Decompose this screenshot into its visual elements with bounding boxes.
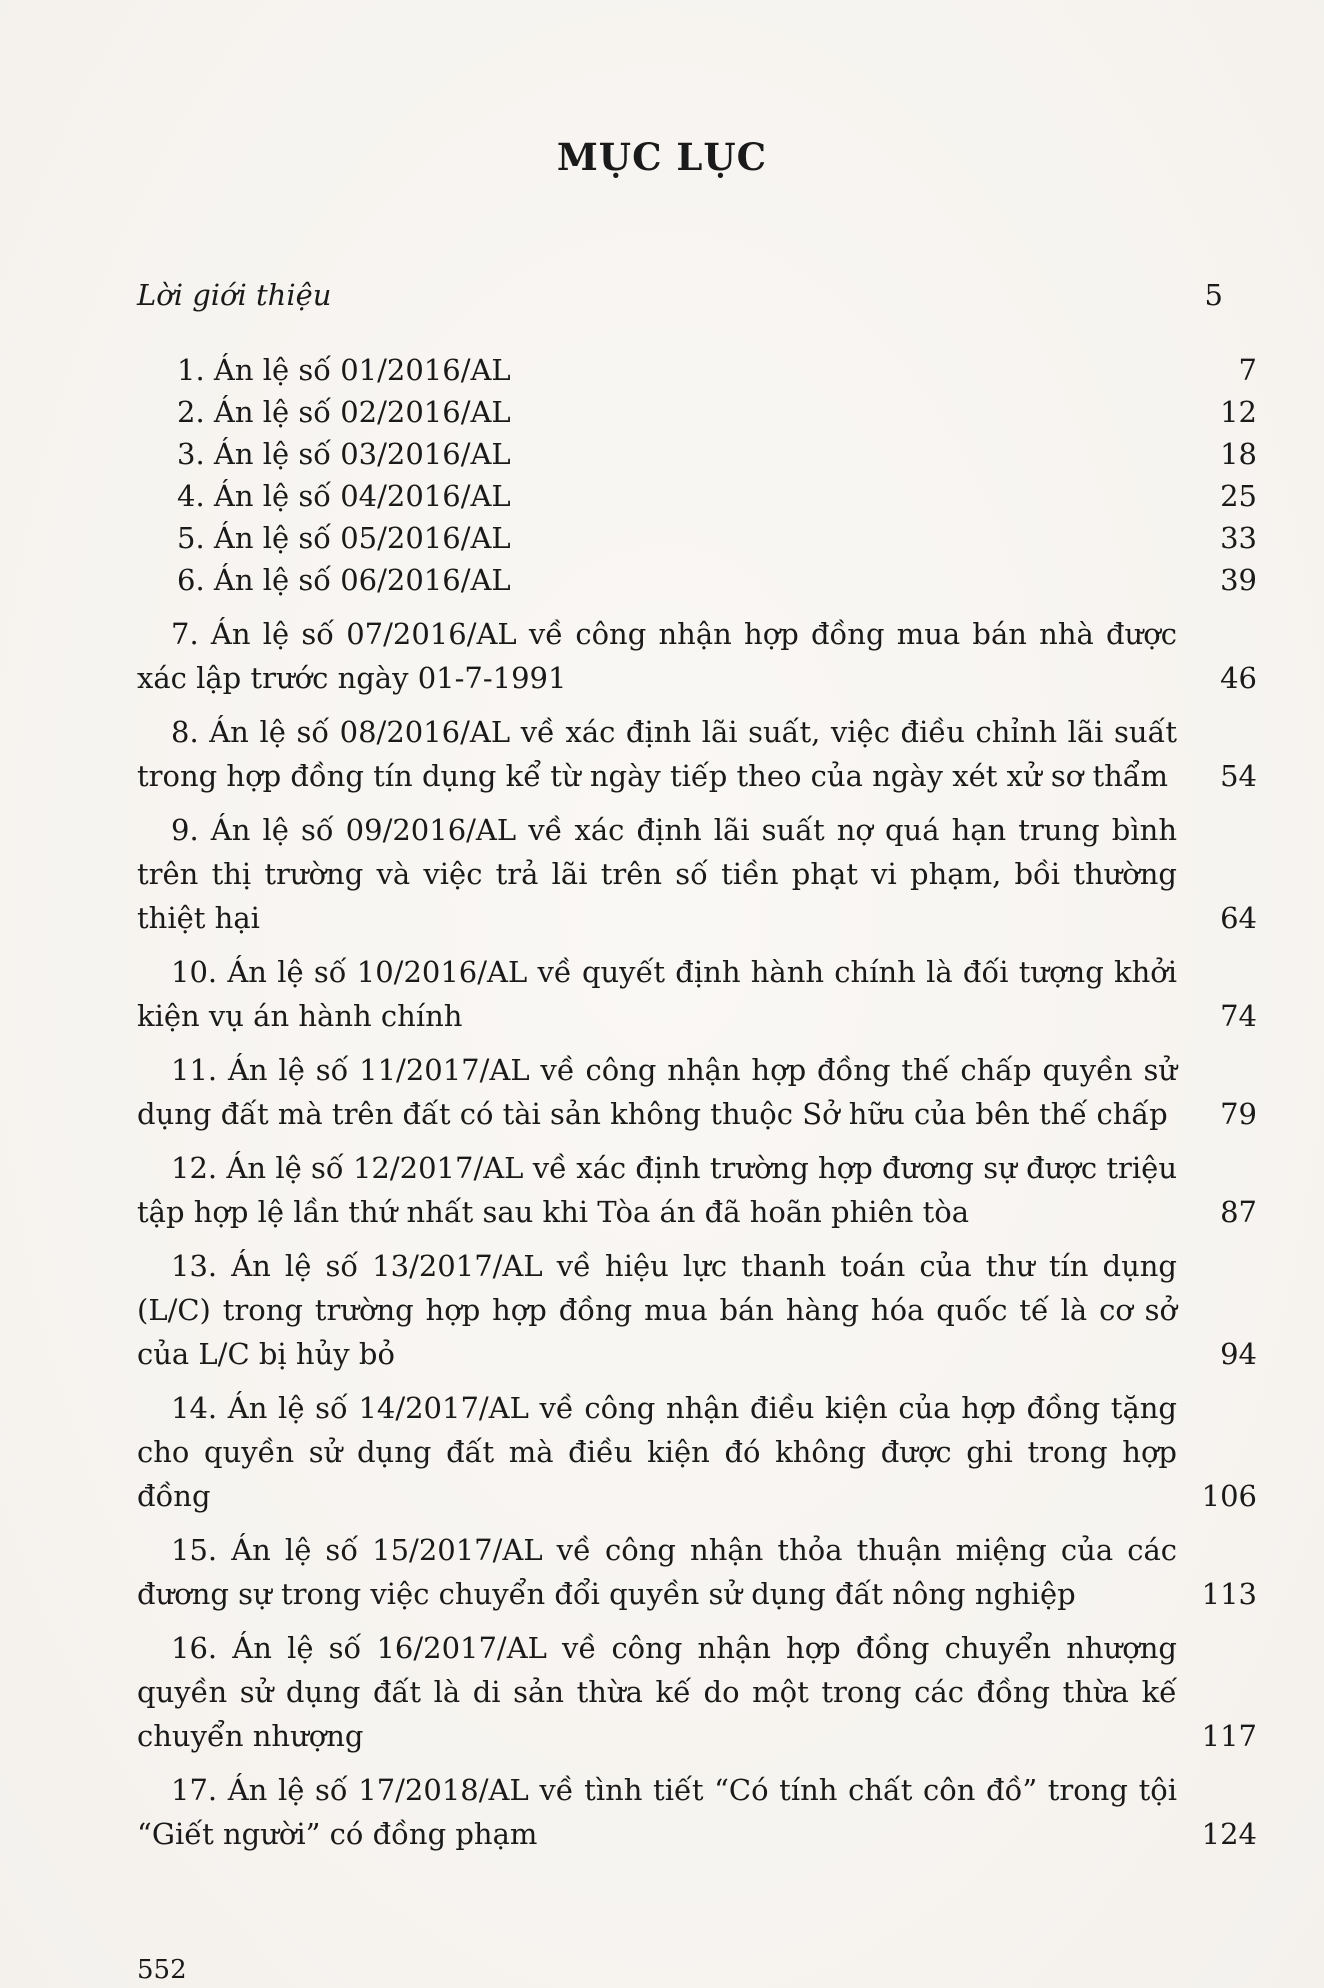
- toc-entry-page: 106: [1201, 1479, 1257, 1513]
- toc-entry-page: 39: [1220, 563, 1257, 597]
- toc-entry-page: 18: [1220, 437, 1257, 471]
- toc-intro: [137, 278, 1223, 312]
- toc-entry: [137, 390, 1257, 434]
- toc-entry-text: 7. Án lệ số 07/2016/AL về công nhận hợp đồng mua bán nhà được xác lập trước ngày 01-7-1991: [137, 617, 1177, 695]
- toc-entry-text: 10. Án lệ số 10/2016/AL về quyết định hành chính là đối tượng khởi kiện vụ án hành chính: [137, 955, 1177, 1033]
- toc-entry: [137, 710, 1257, 798]
- toc-entry: [137, 1528, 1257, 1616]
- toc-entry: [137, 432, 1257, 476]
- toc-entry-page: 87: [1220, 1195, 1257, 1229]
- toc-entry: [137, 1244, 1257, 1376]
- toc-entry: [137, 1386, 1257, 1518]
- toc-entry-page: 64: [1220, 901, 1257, 935]
- toc-entry-page: 46: [1220, 661, 1257, 695]
- toc-entry-text: 5. Án lệ số 05/2016/AL: [177, 521, 511, 555]
- toc-entry-page: 12: [1220, 395, 1257, 429]
- toc-intro-label: Lời giới thiệu: [137, 278, 332, 312]
- toc-entry-page: 113: [1201, 1577, 1257, 1611]
- toc-entry-text: 2. Án lệ số 02/2016/AL: [177, 395, 511, 429]
- toc-entry: [137, 474, 1257, 518]
- toc-entry: [137, 612, 1257, 700]
- toc-entry-text: 15. Án lệ số 15/2017/AL về công nhận thỏa thuận miệng của các đương sự trong việc chuyển đổi quyền sử dụng đất nông nghiệp: [137, 1533, 1177, 1611]
- toc-entry: [137, 348, 1257, 392]
- toc-entry-page: 54: [1220, 759, 1257, 793]
- toc-entry-text: 4. Án lệ số 04/2016/AL: [177, 479, 511, 513]
- toc-entry: [137, 516, 1257, 560]
- toc-entry-text: 12. Án lệ số 12/2017/AL về xác định trường hợp đương sự được triệu tập hợp lệ lần thứ nhất sau khi Tòa án đã hoãn phiên tòa: [137, 1151, 1177, 1229]
- toc-entry: [137, 1048, 1257, 1136]
- toc-entry-text: 17. Án lệ số 17/2018/AL về tình tiết “Có tính chất côn đồ” trong tội “Giết người” có đồng phạm: [137, 1773, 1177, 1851]
- toc-entry: [137, 1768, 1257, 1856]
- toc-entry-text: 13. Án lệ số 13/2017/AL về hiệu lực thanh toán của thư tín dụng (L/C) trong trường hợp hợp đồng mua bán hàng hóa quốc tế là cơ sở của L/C bị hủy bỏ: [137, 1249, 1177, 1371]
- page-title: MỤC LỤC: [556, 135, 768, 179]
- toc-intro-page: 5: [1204, 278, 1223, 312]
- table-of-contents: [137, 348, 1257, 1856]
- toc-entry-text: 9. Án lệ số 09/2016/AL về xác định lãi suất nợ quá hạn trung bình trên thị trường và việc trả lãi trên số tiền phạt vi phạm, bồi thường thiệt hại: [137, 813, 1177, 935]
- toc-entry-text: 8. Án lệ số 08/2016/AL về xác định lãi suất, việc điều chỉnh lãi suất trong hợp đồng tín dụng kể từ ngày tiếp theo của ngày xét xử sơ thẩm: [137, 715, 1177, 793]
- toc-entry-page: 33: [1220, 521, 1257, 555]
- toc-entry-text: 14. Án lệ số 14/2017/AL về công nhận điều kiện của hợp đồng tặng cho quyền sử dụng đất mà điều kiện đó không được ghi trong hợp đồng: [137, 1391, 1177, 1513]
- toc-entry-page: 74: [1220, 999, 1257, 1033]
- toc-entry: [137, 558, 1257, 602]
- toc-entry: [137, 1146, 1257, 1234]
- toc-entry: [137, 808, 1257, 940]
- toc-entry-text: 3. Án lệ số 03/2016/AL: [177, 437, 511, 471]
- toc-entry-text: 16. Án lệ số 16/2017/AL về công nhận hợp đồng chuyển nhượng quyền sử dụng đất là di sản thừa kế do một trong các đồng thừa kế chuyển nhượng: [137, 1631, 1177, 1753]
- toc-entry-text: 6. Án lệ số 06/2016/AL: [177, 563, 511, 597]
- toc-entry-page: 25: [1220, 479, 1257, 513]
- toc-entry-text: 11. Án lệ số 11/2017/AL về công nhận hợp đồng thế chấp quyền sử dụng đất mà trên đất có tài sản không thuộc Sở hữu của bên thế chấp: [137, 1053, 1177, 1131]
- toc-entry-page: 124: [1201, 1817, 1257, 1851]
- toc-entry-page: 79: [1220, 1097, 1257, 1131]
- page-number: 552: [137, 1955, 187, 1985]
- toc-entry: [137, 1626, 1257, 1758]
- toc-entry: [137, 950, 1257, 1038]
- toc-entry-page: 7: [1238, 353, 1257, 387]
- toc-entry-text: 1. Án lệ số 01/2016/AL: [177, 353, 511, 387]
- toc-entry-page: 117: [1201, 1719, 1257, 1753]
- toc-entry-page: 94: [1220, 1337, 1257, 1371]
